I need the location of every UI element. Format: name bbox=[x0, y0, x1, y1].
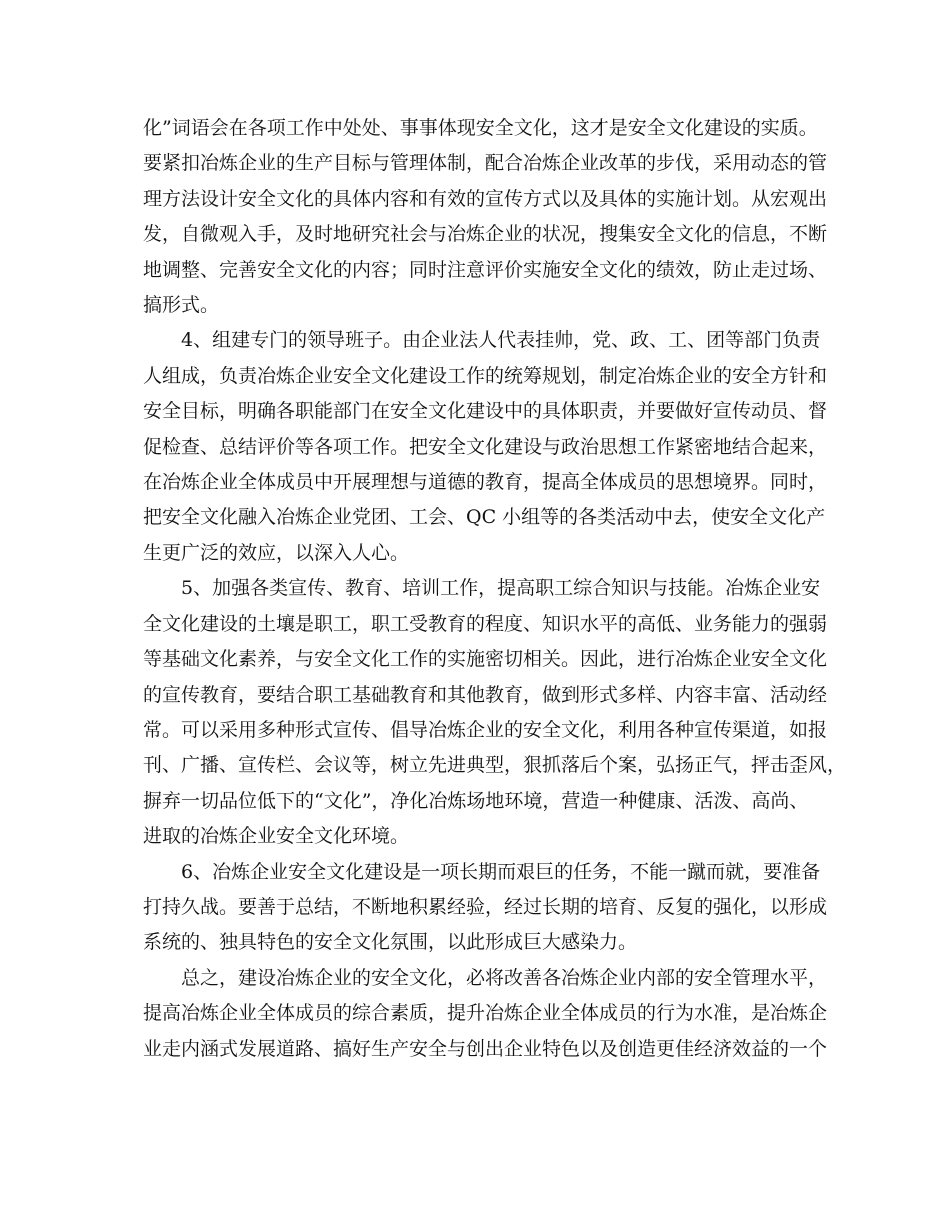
text-line: 总之，建设冶炼企业的安全文化，必将改善各冶炼企业内部的安全管理水平， bbox=[181, 966, 828, 989]
text-line: 把安全文化融入冶炼企业党团、工会、QC 小组等的各类活动中去，使安全文化产 bbox=[143, 506, 826, 529]
text-line: 打持久战。要善于总结，不断地积累经验，经过长期的培育、反复的强化，以形成 bbox=[143, 895, 828, 918]
text-line: 进取的冶炼企业安全文化环境。 bbox=[143, 825, 410, 848]
text-line: 促检查、总结评价等各项工作。把安全文化建设与政治思想工作紧密地结合起来， bbox=[143, 435, 828, 458]
text-line: 4、组建专门的领导班子。由企业法人代表挂帅，党、政、工、团等部门负责 bbox=[181, 329, 821, 352]
paragraph-item-6 bbox=[143, 855, 828, 961]
text-line: 要紧扣冶炼企业的生产目标与管理体制，配合冶炼企业改革的步伐，采用动态的管 bbox=[143, 152, 828, 175]
text-line: 刊、广播、宣传栏、会议等，树立先进典型，狠抓落后个案，弘扬正气，抨击歪风， bbox=[143, 754, 847, 777]
paragraph-conclusion bbox=[143, 961, 828, 1067]
text-line: 在冶炼企业全体成员中开展理想与道德的教育，提高全体成员的思想境界。同时， bbox=[143, 471, 828, 494]
paragraph-item-5 bbox=[143, 571, 847, 854]
text-line: 搞形式。 bbox=[143, 294, 220, 317]
text-line: 常。可以采用多种形式宣传、倡导冶炼企业的安全文化，利用各种宣传渠道，如报 bbox=[143, 718, 828, 741]
document-body bbox=[143, 111, 847, 1067]
text-line: 业走内涵式发展道路、搞好生产安全与创出企业特色以及创造更佳经济效益的一个 bbox=[143, 1037, 828, 1060]
text-line: 人组成，负责冶炼企业安全文化建设工作的统筹规划，制定冶炼企业的安全方针和 bbox=[143, 364, 828, 387]
paragraph-continuation bbox=[143, 111, 828, 323]
text-line: 理方法设计安全文化的具体内容和有效的宣传方式以及具体的实施计划。从宏观出 bbox=[143, 187, 828, 210]
text-line: 化”词语会在各项工作中处处、事事体现安全文化，这才是安全文化建设的实质。 bbox=[143, 117, 818, 139]
paragraph-item-4 bbox=[143, 323, 828, 571]
text-line: 安全目标，明确各职能部门在安全文化建设中的具体职责，并要做好宣传动员、督 bbox=[143, 400, 828, 423]
text-line: 生更广泛的效应，以深入人心。 bbox=[143, 541, 410, 564]
text-line: 发，自微观入手，及时地研究社会与冶炼企业的状况，搜集安全文化的信息，不断 bbox=[143, 223, 828, 246]
text-line: 5、加强各类宣传、教育、培训工作，提高职工综合知识与技能。冶炼企业安 bbox=[181, 577, 821, 600]
text-line: 全文化建设的土壤是职工，职工受教育的程度、知识水平的高低、业务能力的强弱 bbox=[143, 612, 828, 635]
text-line: 系统的、独具特色的安全文化氛围，以此形成巨大感染力。 bbox=[143, 931, 638, 954]
text-line: 地调整、完善安全文化的内容；同时注意评价实施安全文化的绩效，防止走过场、 bbox=[143, 258, 828, 281]
text-line: 的宣传教育，要结合职工基础教育和其他教育，做到形式多样、内容丰富、活动经 bbox=[143, 683, 828, 706]
text-line: 等基础文化素养，与安全文化工作的实施密切相关。因此，进行冶炼企业安全文化 bbox=[143, 648, 828, 671]
text-line: 6、冶炼企业安全文化建设是一项长期而艰巨的任务，不能一蹴而就，要准备 bbox=[181, 860, 821, 883]
text-line: 提高冶炼企业全体成员的综合素质，提升冶炼企业全体成员的行为水准，是冶炼企 bbox=[143, 1002, 828, 1025]
text-line: 摒弃一切品位低下的“文化”，净化冶炼场地环境，营造一种健康、活泼、高尚、 bbox=[143, 789, 809, 812]
